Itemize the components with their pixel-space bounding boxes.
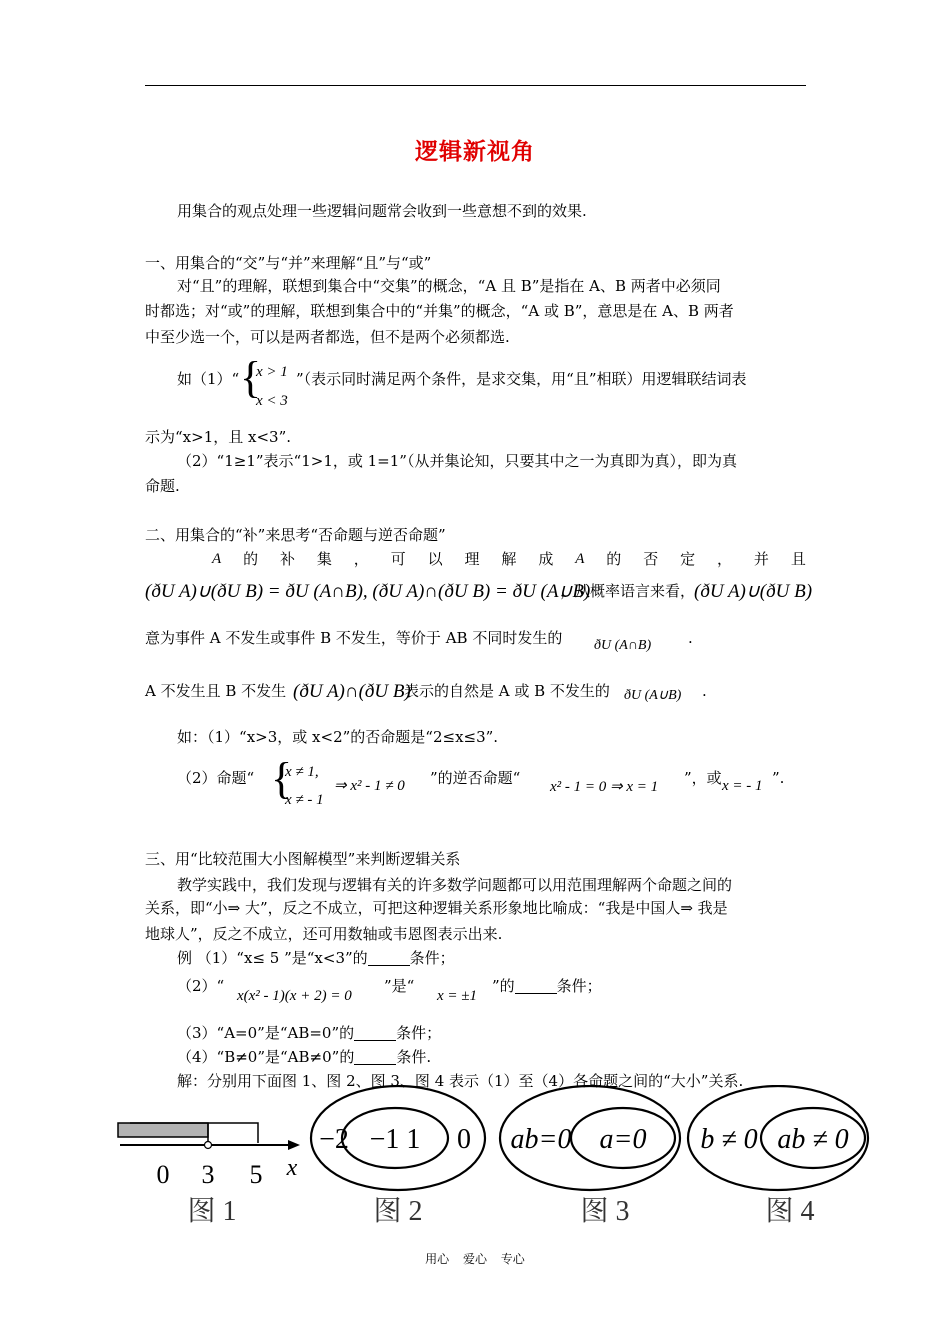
ex2-or: ”，或 [684, 769, 722, 787]
ex1-system-bottom: x < 3 [256, 393, 288, 409]
fig1-open-point [205, 1142, 212, 1149]
spaced-char: 定 [680, 550, 696, 568]
ex1-brace: { [240, 353, 262, 402]
section1-heading: 一、用集合的“交”与“并”来理解“且”与“或” [145, 254, 432, 272]
ex1-line2: 示为“x>1，且 x<3”. [145, 428, 292, 446]
section3-line2: 关系，即“小⇒ 大”，反之不成立，可把这种逻辑关系形象地比喻成：“我是中国人⇒ 我是 [145, 899, 728, 917]
fig1-axis-arrow-icon [288, 1140, 300, 1150]
question2-is: ”是“ [384, 977, 415, 995]
fig1-tick-label: 3 [201, 1160, 215, 1189]
intro-paragraph: 用集合的观点处理一些逻辑问题常会收到一些意想不到的效果. [177, 202, 587, 220]
spaced-char: 成 [538, 550, 554, 568]
header-rule [145, 85, 806, 86]
question2-prefix: （2）“ [177, 977, 225, 995]
ex1-prefix: 如（1）“ [177, 370, 240, 388]
figure3-venn [500, 1086, 680, 1227]
section2-heading: 二、用集合的“补”来思考“否命题与逆否命题” [145, 526, 446, 544]
ex2-implication: ⇒ x² - 1 ≠ 0 [334, 778, 405, 794]
question1-text: 例 （1）“x≤ 5 ”是“x<3”的 [177, 949, 368, 967]
spaced-char: 解 [501, 550, 517, 568]
question4-blank[interactable] [354, 1050, 396, 1065]
section2-line4b: 表示的自然是 A 或 B 不发生的 [404, 682, 610, 700]
question2-end: 条件； [556, 977, 602, 995]
ex2-system-bottom: x ≠ - 1 [285, 792, 324, 808]
fig1-caption: 图 1 [187, 1196, 237, 1227]
ex1-system-top: x > 1 [256, 364, 288, 380]
question4 [177, 1047, 431, 1067]
section3-line3: 地球人”，反之不成立，还可用数轴或韦恩图表示出来. [145, 925, 503, 943]
question2-tail [492, 976, 602, 996]
ex2-formula1: x² - 1 = 0 ⇒ x = 1 [550, 779, 659, 795]
page-title: 逻辑新视角 [415, 139, 535, 165]
spaced-char: A [575, 551, 585, 567]
ex2-line1: （2）“1≥1”表示“1>1，或 1=1”（从并集论知，只要其中之一为真即为真），即为真 [177, 452, 737, 470]
spaced-char: 且 [790, 550, 806, 568]
fig1-tick-label: 5 [249, 1160, 263, 1189]
fig1-axis-label: x [286, 1155, 298, 1181]
spaced-char: A [212, 551, 222, 567]
spaced-char: 集 [316, 550, 332, 568]
complement-formula-1: (ðU A)∪(ðU B) = ðU (A∩B), (ðU A)∩(ðU B) = ðU (A∪B) [145, 581, 591, 602]
fig2-caption: 图 2 [373, 1196, 423, 1227]
fig1-tick-label: 0 [156, 1160, 170, 1189]
ex2-formula2: x = - 1 [722, 778, 763, 794]
section1-line3: 中至少选一个，可以是两者都选，但不是两个必须都选. [145, 328, 510, 346]
complement-formula-4: (ðU A)∩(ðU B) [293, 681, 411, 702]
question3 [177, 1023, 441, 1043]
fig2-outer-label: −2 [319, 1124, 349, 1155]
spaced-char: ， [717, 550, 733, 568]
complement-formula-2: (ðU A)∪(ðU B) [694, 581, 813, 602]
question3-end: 条件； [396, 1024, 442, 1042]
question2-formula2: x = ±1 [437, 988, 478, 1004]
spaced-char: 以 [427, 550, 443, 568]
fig4-caption: 图 4 [765, 1196, 815, 1227]
ex1-suffix: ”（表示同时满足两个条件，是求交集，用“且”相联）用逻辑联结词表 [296, 370, 747, 388]
figure4-venn [688, 1086, 868, 1227]
spaced-char: 并 [753, 550, 769, 568]
fig3-outer-label: ab=0 [510, 1124, 572, 1155]
spaced-char: 理 [464, 550, 480, 568]
complement-formula-5: ðU (A∪B) [624, 688, 682, 703]
section2-line4a: A 不发生且 B 不发生 [145, 682, 287, 700]
fig1-shaded-region [118, 1123, 208, 1137]
question3-text: （3）“A=0”是“AB=0”的 [177, 1024, 355, 1042]
fig2-outer-label: 0 [457, 1124, 471, 1155]
question2-of: ”的 [492, 977, 515, 995]
figure2-venn [311, 1086, 485, 1227]
section3-heading: 三、用“比较范围大小图解模型”来判断逻辑关系 [145, 850, 461, 868]
formula1-tail: ，从概率语言来看， [560, 582, 696, 600]
section2-spaced-line [212, 549, 806, 569]
question1-end: 条件； [409, 949, 455, 967]
spaced-char: 可 [390, 550, 406, 568]
solution-line: 解：分别用下面图 1、图 2、图 3、图 4 表示（1）至（4）各命题之间的“大小”关系. [177, 1072, 744, 1090]
fig3-inner-label: a=0 [599, 1124, 647, 1155]
ex2-system-top: x ≠ 1, [285, 764, 319, 780]
question3-blank[interactable] [354, 1026, 396, 1041]
spaced-char: 的 [606, 550, 622, 568]
ex2-end: ”. [772, 769, 785, 787]
figures-area [0, 1085, 950, 1235]
period: . [688, 629, 693, 647]
fig4-outer-label: b ≠ 0 [700, 1124, 758, 1155]
ex2-line2: 命题. [145, 477, 180, 495]
question2-blank[interactable] [515, 979, 557, 994]
fig4-inner-label: ab ≠ 0 [777, 1124, 849, 1155]
spaced-char: 补 [279, 550, 295, 568]
section1-line2: 时都选；对“或”的理解，联想到集合中的“并集”的概念，“A 或 B”，意思是在 A、B 两者 [145, 302, 734, 320]
sec2-example2-prefix: （2）命题“ [177, 769, 255, 787]
section2-line3: 意为事件 A 不发生或事件 B 不发生，等价于 AB 不同时发生的 [145, 629, 563, 647]
complement-formula-3: ðU (A∩B) [594, 638, 652, 653]
question4-text: （4）“B≠0”是“AB≠0”的 [177, 1048, 355, 1066]
question2-formula: x(x² - 1)(x + 2) = 0 [237, 988, 352, 1004]
spaced-char: 否 [643, 550, 659, 568]
question4-end: 条件. [396, 1048, 432, 1066]
figure1-number-line [118, 1123, 300, 1227]
section3-line1: 教学实践中，我们发现与逻辑有关的许多数学问题都可以用范围理解两个命题之间的 [177, 876, 733, 894]
fig2-inner-label: −1 1 [369, 1124, 421, 1155]
section1-line1: 对“且”的理解，联想到集合中“交集”的概念，“A 且 B”是指在 A、B 两者中必须同 [177, 277, 721, 295]
spaced-char: 的 [243, 550, 259, 568]
page-footer: 用心 爱心 专心 [425, 1252, 525, 1266]
question1-blank[interactable] [368, 951, 410, 966]
period: . [702, 682, 707, 700]
question1 [177, 948, 455, 968]
sec2-example1: 如：（1）“x>3，或 x<2”的否命题是“2≤x≤3”. [177, 728, 499, 746]
ex2-middle: ”的逆否命题“ [430, 769, 521, 787]
fig3-caption: 图 3 [580, 1196, 630, 1227]
ex2-brace: { [271, 754, 293, 803]
spaced-char: ， [353, 550, 369, 568]
